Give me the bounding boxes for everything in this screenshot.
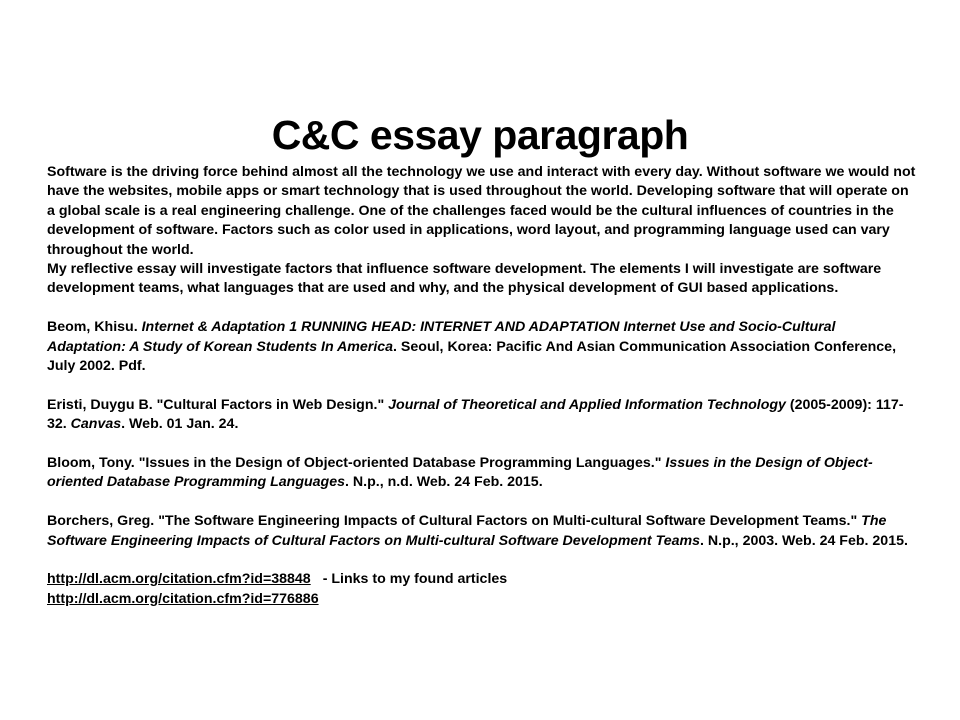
reference-title: Internet & Adaptation 1 RUNNING HEAD: INTERNET AND ADAPTATION Internet Use and Socio-Cultural Adaptation: A Study of Korean Students In America xyxy=(47,319,836,355)
links-note: - Links to my found articles xyxy=(322,571,508,588)
reference-author: Eristi, Duygu B. xyxy=(47,396,157,413)
reference-details: . N.p., 2003. Web. 24 Feb. 2015. xyxy=(700,532,908,549)
reference-beom xyxy=(47,318,917,376)
links-row-2 xyxy=(47,590,917,609)
reference-borchers xyxy=(47,512,917,551)
reference-author: Beom, Khisu. xyxy=(47,319,142,336)
reference-bloom xyxy=(47,454,917,493)
spacer xyxy=(47,299,917,318)
slide-body xyxy=(47,163,917,609)
reference-details: . Web. 01 Jan. 24. xyxy=(121,416,239,433)
reference-details: . Seoul, Korea: Pacific And Asian Communication Association Conference, July 2002. Pdf. xyxy=(47,338,897,375)
reference-title: Issues in the Design of Object-oriented Database Programming Languages xyxy=(47,455,873,491)
reference-title: The Software Engineering Impacts of Cultural Factors on Multi-cultural Software Development Teams xyxy=(47,513,887,549)
intro-paragraph-2: My reflective essay will investigate factors that influence software development. The elements I will investigate are software development teams, what languages that are used and why, and the physical development of GUI based applications. xyxy=(47,261,882,297)
spacer xyxy=(47,376,917,395)
article-link-2[interactable]: http://dl.acm.org/citation.cfm?id=776886 xyxy=(47,590,319,607)
intro-paragraph-1: Software is the driving force behind almost all the technology we use and interact with every day. Without software we would not have the websites, mobile apps or smart technology that is used throughout the world. Developing software that will operate on a global scale is a real engineering challenge. One of the challenges faced would be the cultural influences of countries in the development of software. Factors such as color used in applications, word layout, and programming language used can vary throughout the world. xyxy=(47,164,916,258)
links-row xyxy=(47,570,917,589)
spacer xyxy=(47,493,917,512)
spacer xyxy=(47,551,917,570)
slide-title: C&C essay paragraph xyxy=(271,112,689,158)
reference-author: Borchers, Greg. xyxy=(47,513,159,530)
article-link-1[interactable]: http://dl.acm.org/citation.cfm?id=38848 xyxy=(47,571,311,588)
reference-article: "The Software Engineering Impacts of Cultural Factors on Multi-cultural Software Development Teams." xyxy=(158,513,862,530)
reference-author: Bloom, Tony. xyxy=(47,455,139,472)
reference-article: "Issues in the Design of Object-oriented Database Programming Languages." xyxy=(138,455,666,472)
reference-journal: Journal of Theoretical and Applied Information Technology xyxy=(388,396,786,413)
reference-eristi xyxy=(47,396,917,435)
reference-article: "Cultural Factors in Web Design." xyxy=(156,396,389,413)
reference-pages: (2005-2009): 117-32. xyxy=(47,396,904,433)
spacer xyxy=(47,435,917,454)
reference-source: Canvas xyxy=(70,416,122,433)
reference-details: . N.p., n.d. Web. 24 Feb. 2015. xyxy=(345,474,543,491)
